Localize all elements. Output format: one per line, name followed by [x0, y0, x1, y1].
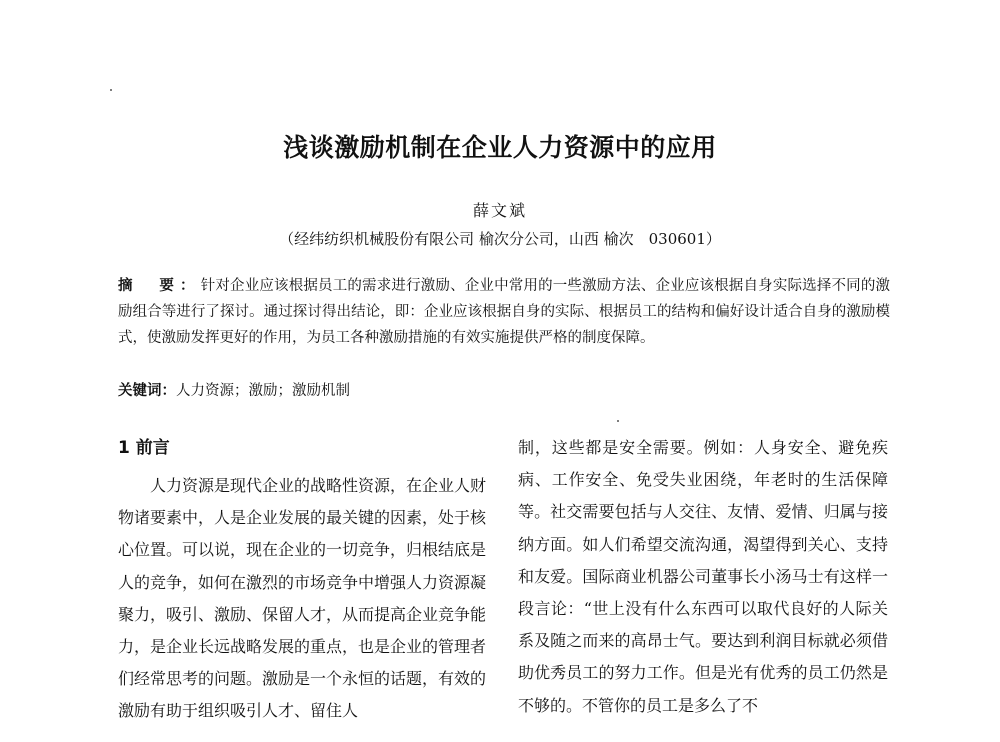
body-column-right [518, 432, 888, 722]
author-name: 薛文斌 [472, 201, 527, 220]
body-paragraph: 人力资源是现代企业的战略性资源，在企业人财物诸要素中，人是企业发展的最关键的因素，处于核心位置。可以说，现在企业的一切竞争，归根结底是人的竞争，如何在激烈的市场竞争中增强人力资源凝聚力，吸引、激励、保留人才，从而提高企业竞争能力，是企业长远战略发展的重点，也是企业的管理者们经常思考的问题。激励是一个永恒的话题，有效的激励有助于组织吸引人才、留住人 [118, 476, 487, 721]
author-affiliation: （经纬纺织机械股份有限公司 榆次分公司，山西 榆次 030601） [279, 230, 721, 248]
body-column-left [118, 432, 486, 728]
body-paragraph: 制，这些都是安全需要。例如：人身安全、避免疾病、工作安全、免受失业困绕，年老时的生活保障等。社交需要包括与人交往、友情、爱情、归属与接纳方面。如人们希望交流沟通，渴望得到关心、支持和友爱。国际商业机器公司董事长小汤马士有这样一段言论：“世上没有什么东西可以取代良好的人际关系及随之而来的高昂士气。要达到利润目标就必须借助优秀员工的努力工作。但是光有优秀的员工仍然是不够的。不管你的员工是多么了不 [518, 438, 888, 715]
keywords-text: 人力资源；激励；激励机制 [176, 383, 350, 399]
article-title: 浅谈激励机制在企业人力资源中的应用 [283, 133, 717, 162]
scan-speck [110, 89, 112, 91]
abstract-text: 针对企业应该根据员工的需求进行激励、企业中常用的一些激励方法、企业应该根据自身实际选择不同的激励组合等进行了探讨。通过探讨得出结论，即：企业应该根据自身的实际、根据员工的结构和偏好设计适合自身的激励模式，使激励发挥更好的作用，为员工各种激励措施的有效实施提供严格的制度保障。 [118, 278, 891, 346]
keywords-label: 关键词： [118, 383, 176, 399]
keywords [118, 378, 890, 404]
scan-speck [617, 420, 619, 422]
section-heading: 1 前言 [118, 438, 170, 458]
abstract-label: 摘 要： [118, 278, 201, 294]
abstract [118, 273, 890, 351]
